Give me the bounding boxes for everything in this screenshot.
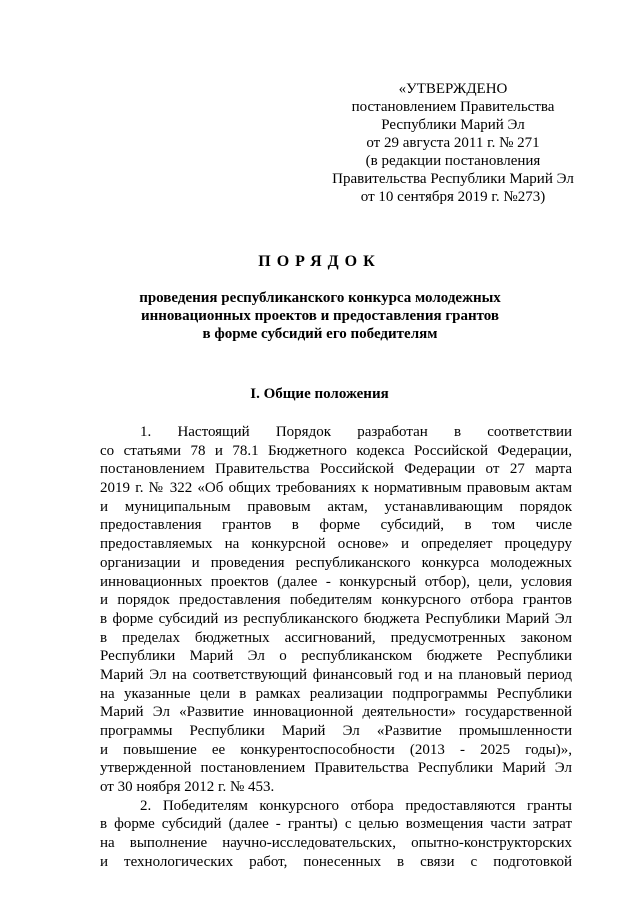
document-subtitle	[100, 289, 540, 343]
subtitle-line: в форме субсидий его победителям	[202, 326, 438, 342]
approval-line: Правительства Республики Марий Эл	[332, 171, 574, 187]
paragraph-line: в форме субсидий (далее - гранты) с целью возмещения части затрат	[100, 816, 572, 833]
document-title: ПОРЯДОК	[258, 253, 381, 270]
subtitle-line: инновационных проектов и предоставления грантов	[140, 308, 500, 324]
paragraph-line: инновационных проектов (далее - конкурсный отбор), цели, условия	[100, 573, 572, 590]
paragraph-line: в форме субсидий из республиканского бюджета Республики Марий Эл	[100, 610, 572, 627]
approval-line: от 10 сентября 2019 г. №273)	[360, 189, 546, 205]
approval-line: Республики Марий Эл	[381, 117, 525, 133]
paragraph-line: и технологических работ, понесенных в связи с подготовкой	[100, 853, 572, 870]
body-text	[100, 423, 572, 872]
paragraph-line: организации и проведения республиканского конкурса молодежных	[100, 554, 572, 571]
approval-line: (в редакции постановления	[365, 153, 541, 169]
paragraph-line: 2019 г. № 322 «Об общих требованиях к нормативным правовым актам	[100, 480, 572, 497]
approval-stamp	[318, 80, 588, 206]
paragraph-line: от 30 ноября 2012 г. № 453.	[100, 779, 275, 796]
paragraph-line: предоставления грантов в форме субсидий, в том числе	[100, 517, 572, 534]
paragraph-line: и повышение ее конкурентоспособности (2013 - 2025 годы)»,	[100, 741, 572, 758]
paragraph-line: 1. Настоящий Порядок разработан в соответствии	[140, 424, 572, 440]
paragraph-line: в пределах бюджетных ассигнований, предусмотренных законом	[100, 629, 572, 646]
paragraph-line: и порядок предоставления победителям конкурсного отбора грантов	[100, 592, 572, 609]
paragraph-line: на указанные цели в рамках реализации подпрограммы Республики	[100, 685, 572, 702]
approval-line: постановлением Правительства	[351, 99, 555, 115]
paragraph-line: 2. Победителям конкурсного отбора предоставляются гранты	[140, 797, 572, 814]
paragraph-line: на выполнение научно-исследовательских, опытно-конструкторских	[100, 835, 572, 852]
section-heading: I. Общие положения	[250, 386, 389, 402]
paragraph-line: постановлением Правительства Российской Федерации от 27 марта	[100, 461, 572, 478]
paragraph-line: предоставляемых на конкурсной основе» и определяет процедуру	[100, 536, 572, 553]
subtitle-line: проведения республиканского конкурса молодежных	[139, 290, 501, 306]
approval-line: «УТВЕРЖДЕНО	[398, 81, 508, 97]
paragraph-line: Марий Эл на соответствующий финансовый год и на плановый период	[100, 666, 572, 683]
paragraph-line: Марий Эл «Развитие инновационной деятельности» государственной	[100, 704, 572, 721]
paragraph-line: Республики Марий Эл о республиканском бюджете Республики	[100, 648, 572, 665]
paragraph-line: утвержденной постановлением Правительства Республики Марий Эл	[100, 760, 572, 777]
paragraph-line: и муниципальным правовым актам, устанавливающим порядок	[100, 498, 572, 515]
approval-line: от 29 августа 2011 г. № 271	[366, 135, 540, 151]
paragraph-line: со статьями 78 и 78.1 Бюджетного кодекса Российской Федерации,	[100, 442, 572, 459]
paragraph-line: программы Республики Марий Эл «Развитие промышленности	[100, 723, 572, 739]
